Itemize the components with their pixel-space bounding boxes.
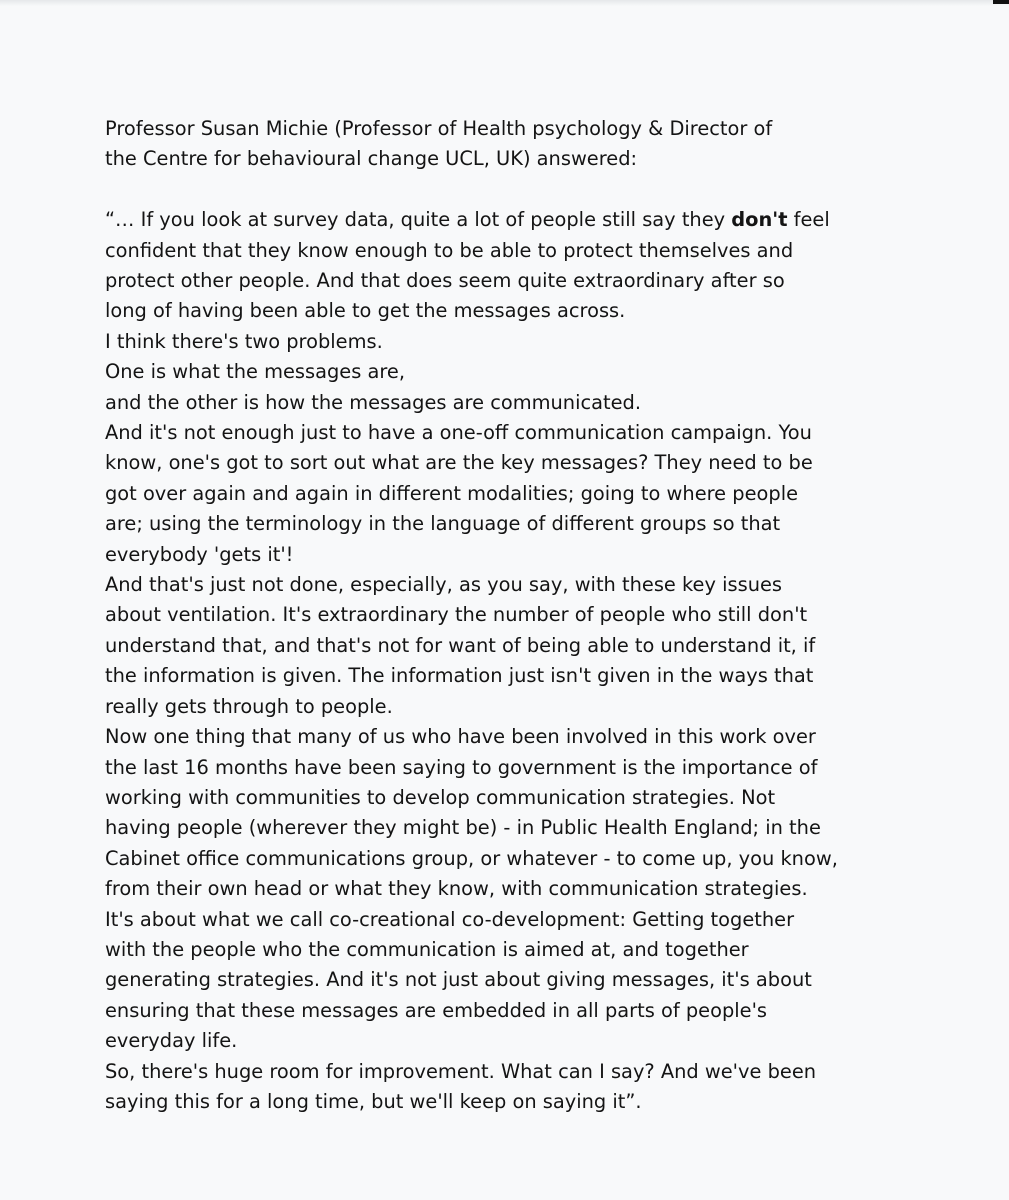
quote-text: feel [787, 208, 830, 232]
quote-line: the information is given. The information just isn't given in the ways that [105, 664, 814, 688]
quote-line: working with communities to develop communication strategies. Not [105, 785, 776, 809]
paragraph-gap [105, 175, 875, 205]
quote-line: with the people who the communication is aimed at, and together [105, 937, 749, 961]
quote-line: long of having been able to get the messages across. [105, 299, 626, 323]
emphasis-text: don't [731, 208, 788, 232]
quote-line: about ventilation. It's extraordinary the number of people who still don't [105, 603, 808, 627]
quote-line: understand that, and that's not for want of being able to understand it, if [105, 633, 816, 657]
quote-line: got over again and again in different modalities; going to where people [105, 481, 799, 505]
quote-line: saying this for a long time, but we'll keep on saying it”. [105, 1089, 642, 1113]
scan-corner-mark [993, 0, 1009, 4]
quote-line: and the other is how the messages are communicated. [105, 390, 642, 414]
quote-line: It's about what we call co-creational co-development: Getting together [105, 907, 795, 931]
quote-text: “… If you look at survey data, quite a lot of people still say they [105, 208, 732, 232]
quote-line: Now one thing that many of us who have been involved in this work over [105, 725, 816, 749]
quote-line: ensuring that these messages are embedded in all parts of people's [105, 998, 768, 1022]
quote-line: really gets through to people. [105, 694, 393, 718]
document-text [105, 114, 875, 1117]
quote-line: from their own head or what they know, with communication strategies. [105, 877, 808, 901]
quote-line: everybody 'gets it'! [105, 542, 294, 566]
quote-line: know, one's got to sort out what are the key messages? They need to be [105, 451, 813, 475]
quote-line [105, 205, 875, 235]
scan-edge-shadow [0, 0, 1009, 6]
quote-line: are; using the terminology in the language of different groups so that [105, 512, 781, 536]
quote-line: So, there's huge room for improvement. What can I say? And we've been [105, 1059, 817, 1083]
heading-line: Professor Susan Michie (Professor of Health psychology & Director of [105, 117, 773, 140]
quote-line: the last 16 months have been saying to government is the importance of [105, 755, 818, 779]
quote-line: confident that they know enough to be able to protect themselves and [105, 238, 794, 262]
quote-line: generating strategies. And it's not just about giving messages, it's about [105, 968, 812, 992]
heading-line: the Centre for behavioural change UCL, UK) answered: [105, 147, 638, 171]
quote-line: protect other people. And that does seem quite extraordinary after so [105, 269, 785, 293]
quote-line: And that's just not done, especially, as you say, with these key issues [105, 573, 783, 597]
quote-line: And it's not enough just to have a one-off communication campaign. You [105, 421, 812, 445]
quote-line: everyday life. [105, 1029, 238, 1053]
quote-line: having people (wherever they might be) - in Public Health England; in the [105, 816, 821, 840]
quote-line: I think there's two problems. [105, 329, 383, 353]
quote-line: One is what the messages are, [105, 360, 406, 384]
quote-line: Cabinet office communications group, or whatever - to come up, you know, [105, 846, 838, 870]
